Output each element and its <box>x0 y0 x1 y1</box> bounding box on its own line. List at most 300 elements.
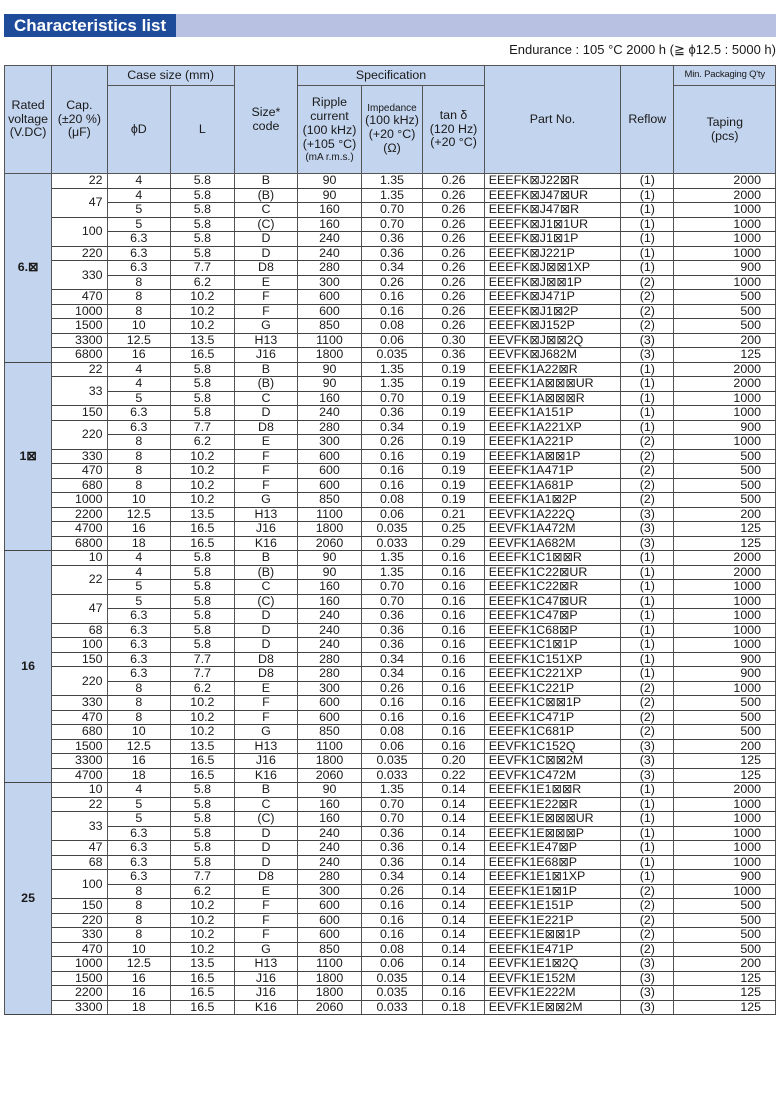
taping-cell: 2000 <box>674 377 776 392</box>
size-code-cell: C <box>234 203 298 218</box>
ripple-current-cell: 90 <box>298 174 362 189</box>
part-number-cell: EEEFK⊠J22⊠R <box>484 174 620 189</box>
capacitance-cell: 3300 <box>52 754 107 769</box>
diameter-cell: 6.3 <box>107 406 171 421</box>
taping-cell: 125 <box>674 536 776 551</box>
impedance-cell: 0.06 <box>361 739 423 754</box>
reflow-cell: (3) <box>621 507 674 522</box>
capacitance-cell: 470 <box>52 290 107 305</box>
capacitance-cell: 2200 <box>52 507 107 522</box>
taping-cell: 1000 <box>674 609 776 624</box>
ripple-current-cell: 280 <box>298 667 362 682</box>
diameter-cell: 5 <box>107 797 171 812</box>
impedance-cell: 0.16 <box>361 899 423 914</box>
impedance-cell: 0.34 <box>361 870 423 885</box>
diameter-cell: 6.3 <box>107 841 171 856</box>
ripple-current-cell: 850 <box>298 725 362 740</box>
part-no-header: Part No. <box>484 66 620 174</box>
length-cell: 10.2 <box>171 464 235 479</box>
table-row <box>5 478 776 493</box>
table-row <box>5 594 776 609</box>
diameter-cell: 5 <box>107 812 171 827</box>
ripple-current-cell: 160 <box>298 594 362 609</box>
length-cell: 5.8 <box>171 783 235 798</box>
part-number-cell: EEEFK⊠J471P <box>484 290 620 305</box>
table-row <box>5 870 776 885</box>
tan-delta-cell: 0.14 <box>423 812 485 827</box>
diameter-cell: 6.3 <box>107 609 171 624</box>
taping-cell: 200 <box>674 333 776 348</box>
tan-delta-cell: 0.26 <box>423 290 485 305</box>
taping-cell: 125 <box>674 1000 776 1015</box>
ripple-current-cell: 160 <box>298 797 362 812</box>
reflow-cell: (1) <box>621 667 674 682</box>
length-cell: 13.5 <box>171 507 235 522</box>
length-cell: 5.8 <box>171 594 235 609</box>
capacitance-cell: 68 <box>52 855 107 870</box>
impedance-cell: 1.35 <box>361 783 423 798</box>
ripple-current-cell: 600 <box>298 696 362 711</box>
tan-delta-cell: 0.14 <box>423 913 485 928</box>
part-number-cell: EEEFK1A⊠⊠⊠R <box>484 391 620 406</box>
reflow-cell: (3) <box>621 522 674 537</box>
part-number-cell: EEEFK⊠J1⊠2P <box>484 304 620 319</box>
tan-delta-cell: 0.14 <box>423 899 485 914</box>
ripple-current-cell: 280 <box>298 652 362 667</box>
part-number-cell: EEVFK1C⊠⊠2M <box>484 754 620 769</box>
diameter-cell: 12.5 <box>107 333 171 348</box>
reflow-cell: (2) <box>621 435 674 450</box>
table-row <box>5 174 776 189</box>
length-cell: 5.8 <box>171 377 235 392</box>
taping-cell: 1000 <box>674 391 776 406</box>
table-row <box>5 739 776 754</box>
ripple-current-cell: 1800 <box>298 986 362 1001</box>
reflow-cell: (1) <box>621 826 674 841</box>
part-number-cell: EEVFK1C152Q <box>484 739 620 754</box>
ripple-current-cell: 160 <box>298 580 362 595</box>
ripple-current-cell: 300 <box>298 681 362 696</box>
capacitance-cell: 100 <box>52 638 107 653</box>
size-code-cell: D8 <box>234 652 298 667</box>
min-packaging-header: Min. Packaging Q'ty <box>674 66 776 86</box>
size-code-cell: F <box>234 696 298 711</box>
diameter-cell: 4 <box>107 565 171 580</box>
impedance-cell: 0.26 <box>361 681 423 696</box>
length-cell: 13.5 <box>171 957 235 972</box>
length-cell: 10.2 <box>171 913 235 928</box>
taping-cell: 2000 <box>674 174 776 189</box>
ripple-current-cell: 90 <box>298 565 362 580</box>
capacitance-header: Cap. (±20 %) (μF) <box>52 66 107 174</box>
size-code-cell: D <box>234 246 298 261</box>
diameter-cell: 16 <box>107 986 171 1001</box>
length-cell: 16.5 <box>171 971 235 986</box>
diameter-cell: 8 <box>107 696 171 711</box>
diameter-cell: 18 <box>107 1000 171 1015</box>
part-number-cell: EEEFK1A681P <box>484 478 620 493</box>
table-row <box>5 913 776 928</box>
taping-cell: 900 <box>674 420 776 435</box>
size-code-cell: H13 <box>234 507 298 522</box>
ripple-current-cell: 600 <box>298 290 362 305</box>
part-number-cell: EEEFK1E⊠⊠⊠UR <box>484 812 620 827</box>
part-number-cell: EEEFK1A1⊠2P <box>484 493 620 508</box>
capacitance-cell: 1500 <box>52 739 107 754</box>
capacitance-cell: 470 <box>52 710 107 725</box>
taping-cell: 200 <box>674 507 776 522</box>
impedance-cell: 0.06 <box>361 957 423 972</box>
reflow-cell: (1) <box>621 420 674 435</box>
table-row <box>5 551 776 566</box>
part-number-cell: EEEFK1E151P <box>484 899 620 914</box>
impedance-cell: 0.36 <box>361 406 423 421</box>
tan-delta-cell: 0.20 <box>423 754 485 769</box>
diameter-cell: 8 <box>107 681 171 696</box>
table-row <box>5 855 776 870</box>
table-row <box>5 464 776 479</box>
taping-cell: 1000 <box>674 812 776 827</box>
length-cell: 5.8 <box>171 551 235 566</box>
diameter-cell: 12.5 <box>107 739 171 754</box>
impedance-cell: 0.16 <box>361 478 423 493</box>
phi-d-header: ϕD <box>107 86 171 174</box>
diameter-cell: 6.3 <box>107 623 171 638</box>
reflow-cell: (1) <box>621 580 674 595</box>
capacitance-cell: 10 <box>52 551 107 566</box>
capacitance-cell: 1500 <box>52 319 107 334</box>
impedance-cell: 0.34 <box>361 420 423 435</box>
table-row <box>5 710 776 725</box>
tan-delta-cell: 0.16 <box>423 623 485 638</box>
reflow-cell: (2) <box>621 290 674 305</box>
part-number-cell: EEEFK1C1⊠⊠R <box>484 551 620 566</box>
part-number-cell: EEEFK1E22⊠R <box>484 797 620 812</box>
size-code-cell: C <box>234 580 298 595</box>
taping-cell: 125 <box>674 971 776 986</box>
size-code-cell: E <box>234 681 298 696</box>
capacitance-cell: 22 <box>52 565 107 594</box>
part-number-cell: EEEFK⊠J152P <box>484 319 620 334</box>
impedance-cell: 0.033 <box>361 536 423 551</box>
capacitance-cell: 150 <box>52 652 107 667</box>
length-cell: 5.8 <box>171 826 235 841</box>
tan-delta-cell: 0.16 <box>423 986 485 1001</box>
tan-delta-cell: 0.14 <box>423 855 485 870</box>
diameter-cell: 4 <box>107 174 171 189</box>
part-number-cell: EEVFK1E222M <box>484 986 620 1001</box>
taping-cell: 1000 <box>674 232 776 247</box>
ripple-current-cell: 850 <box>298 319 362 334</box>
ripple-current-cell: 90 <box>298 362 362 377</box>
reflow-cell: (3) <box>621 333 674 348</box>
reflow-cell: (2) <box>621 884 674 899</box>
size-code-cell: G <box>234 725 298 740</box>
capacitance-cell: 330 <box>52 928 107 943</box>
reflow-cell: (1) <box>621 232 674 247</box>
impedance-cell: 0.16 <box>361 464 423 479</box>
size-code-cell: D <box>234 406 298 421</box>
taping-cell: 1000 <box>674 623 776 638</box>
ripple-current-cell: 1800 <box>298 754 362 769</box>
table-row <box>5 812 776 827</box>
reflow-cell: (3) <box>621 971 674 986</box>
length-cell: 5.8 <box>171 232 235 247</box>
impedance-cell: 0.033 <box>361 768 423 783</box>
table-row <box>5 609 776 624</box>
table-row <box>5 391 776 406</box>
ripple-current-cell: 2060 <box>298 768 362 783</box>
taping-cell: 900 <box>674 261 776 276</box>
case-size-header: Case size (mm) <box>107 66 234 86</box>
table-row <box>5 435 776 450</box>
table-row <box>5 725 776 740</box>
ripple-current-cell: 240 <box>298 232 362 247</box>
reflow-cell: (2) <box>621 464 674 479</box>
part-number-cell: EEVFK1C472M <box>484 768 620 783</box>
size-code-cell: (B) <box>234 188 298 203</box>
rated-voltage-cell: 16 <box>5 551 52 783</box>
length-cell: 5.8 <box>171 855 235 870</box>
capacitance-cell: 22 <box>52 362 107 377</box>
impedance-cell: 1.35 <box>361 565 423 580</box>
size-code-cell: D <box>234 623 298 638</box>
rated-voltage-cell: 1⊠ <box>5 362 52 551</box>
impedance-cell: 0.033 <box>361 1000 423 1015</box>
taping-cell: 900 <box>674 667 776 682</box>
size-code-cell: D <box>234 841 298 856</box>
table-row <box>5 275 776 290</box>
length-cell: 5.8 <box>171 406 235 421</box>
taping-cell: 500 <box>674 710 776 725</box>
diameter-cell: 8 <box>107 435 171 450</box>
length-cell: 10.2 <box>171 478 235 493</box>
ripple-current-cell: 300 <box>298 884 362 899</box>
ripple-current-cell: 240 <box>298 638 362 653</box>
table-row <box>5 333 776 348</box>
taping-cell: 125 <box>674 522 776 537</box>
ripple-current-cell: 600 <box>298 449 362 464</box>
tan-delta-cell: 0.26 <box>423 217 485 232</box>
impedance-cell: 1.35 <box>361 174 423 189</box>
table-row <box>5 217 776 232</box>
ripple-current-cell: 850 <box>298 942 362 957</box>
ripple-current-cell: 1100 <box>298 507 362 522</box>
reflow-cell: (2) <box>621 478 674 493</box>
taping-cell: 500 <box>674 478 776 493</box>
taping-cell: 1000 <box>674 275 776 290</box>
tan-delta-cell: 0.19 <box>423 420 485 435</box>
impedance-cell: 0.34 <box>361 261 423 276</box>
diameter-cell: 16 <box>107 348 171 363</box>
table-row <box>5 188 776 203</box>
ripple-current-cell: 1800 <box>298 971 362 986</box>
table-row <box>5 203 776 218</box>
tan-delta-cell: 0.26 <box>423 188 485 203</box>
tan-delta-cell: 0.16 <box>423 667 485 682</box>
length-cell: 16.5 <box>171 522 235 537</box>
length-cell: 10.2 <box>171 710 235 725</box>
capacitance-cell: 220 <box>52 246 107 261</box>
ripple-current-cell: 2060 <box>298 536 362 551</box>
size-code-cell: F <box>234 913 298 928</box>
taping-cell: 125 <box>674 986 776 1001</box>
size-code-cell: B <box>234 362 298 377</box>
reflow-cell: (3) <box>621 768 674 783</box>
impedance-cell: 0.36 <box>361 623 423 638</box>
diameter-cell: 12.5 <box>107 957 171 972</box>
taping-cell: 1000 <box>674 217 776 232</box>
ripple-current-cell: 600 <box>298 304 362 319</box>
impedance-cell: 0.16 <box>361 913 423 928</box>
reflow-cell: (1) <box>621 203 674 218</box>
ripple-current-cell: 240 <box>298 826 362 841</box>
length-cell: 7.7 <box>171 667 235 682</box>
diameter-cell: 6.3 <box>107 420 171 435</box>
tan-delta-cell: 0.16 <box>423 638 485 653</box>
length-cell: 13.5 <box>171 333 235 348</box>
length-cell: 5.8 <box>171 841 235 856</box>
part-number-cell: EEEFK1E1⊠1P <box>484 884 620 899</box>
length-cell: 10.2 <box>171 696 235 711</box>
size-code-cell: J16 <box>234 971 298 986</box>
reflow-cell: (3) <box>621 348 674 363</box>
tan-delta-cell: 0.16 <box>423 725 485 740</box>
size-code-cell: E <box>234 275 298 290</box>
tan-delta-cell: 0.30 <box>423 333 485 348</box>
table-row <box>5 406 776 421</box>
diameter-cell: 4 <box>107 377 171 392</box>
capacitance-cell: 6800 <box>52 536 107 551</box>
diameter-cell: 8 <box>107 928 171 943</box>
length-cell: 10.2 <box>171 899 235 914</box>
reflow-cell: (1) <box>621 623 674 638</box>
capacitance-cell: 4700 <box>52 768 107 783</box>
impedance-cell: 0.36 <box>361 826 423 841</box>
table-row <box>5 232 776 247</box>
length-cell: 5.8 <box>171 609 235 624</box>
size-code-cell: (B) <box>234 565 298 580</box>
taping-cell: 1000 <box>674 406 776 421</box>
size-code-cell: D <box>234 826 298 841</box>
length-cell: 5.8 <box>171 362 235 377</box>
impedance-cell: 0.16 <box>361 304 423 319</box>
tan-delta-cell: 0.16 <box>423 681 485 696</box>
diameter-cell: 6.3 <box>107 246 171 261</box>
tan-delta-cell: 0.16 <box>423 696 485 711</box>
impedance-cell: 0.34 <box>361 652 423 667</box>
diameter-cell: 10 <box>107 725 171 740</box>
table-row <box>5 507 776 522</box>
impedance-cell: 0.36 <box>361 232 423 247</box>
reflow-cell: (1) <box>621 551 674 566</box>
capacitance-cell: 47 <box>52 594 107 623</box>
ripple-current-cell: 1100 <box>298 957 362 972</box>
table-row <box>5 449 776 464</box>
taping-cell: 2000 <box>674 565 776 580</box>
reflow-cell: (1) <box>621 377 674 392</box>
tan-delta-cell: 0.14 <box>423 783 485 798</box>
size-code-cell: (C) <box>234 217 298 232</box>
taping-cell: 1000 <box>674 855 776 870</box>
reflow-cell: (1) <box>621 797 674 812</box>
table-row <box>5 493 776 508</box>
taping-cell: 500 <box>674 899 776 914</box>
capacitance-cell: 100 <box>52 870 107 899</box>
table-row <box>5 681 776 696</box>
capacitance-cell: 680 <box>52 478 107 493</box>
length-cell: 5.8 <box>171 203 235 218</box>
reflow-cell: (2) <box>621 913 674 928</box>
table-row <box>5 565 776 580</box>
length-cell: 5.8 <box>171 623 235 638</box>
diameter-cell: 10 <box>107 942 171 957</box>
capacitance-cell: 470 <box>52 464 107 479</box>
taping-header: Taping (pcs) <box>674 86 776 174</box>
length-cell: 10.2 <box>171 928 235 943</box>
size-code-cell: (B) <box>234 377 298 392</box>
part-number-cell: EEEFK1A471P <box>484 464 620 479</box>
taping-cell: 500 <box>674 942 776 957</box>
diameter-cell: 8 <box>107 899 171 914</box>
length-cell: 7.7 <box>171 870 235 885</box>
tan-delta-header: tan δ (120 Hz) (+20 °C) <box>423 86 485 174</box>
size-code-cell: C <box>234 797 298 812</box>
length-cell: 5.8 <box>171 217 235 232</box>
size-code-cell: E <box>234 435 298 450</box>
part-number-cell: EEVFK⊠J⊠⊠2Q <box>484 333 620 348</box>
tan-delta-cell: 0.14 <box>423 957 485 972</box>
ripple-current-cell: 160 <box>298 217 362 232</box>
size-code-cell: B <box>234 174 298 189</box>
length-cell: 6.2 <box>171 275 235 290</box>
table-row <box>5 246 776 261</box>
taping-cell: 1000 <box>674 826 776 841</box>
tan-delta-cell: 0.16 <box>423 739 485 754</box>
reflow-cell: (2) <box>621 725 674 740</box>
capacitance-cell: 47 <box>52 188 107 217</box>
reflow-cell: (1) <box>621 174 674 189</box>
reflow-cell: (2) <box>621 899 674 914</box>
ripple-current-cell: 1800 <box>298 522 362 537</box>
impedance-cell: 0.035 <box>361 348 423 363</box>
tan-delta-cell: 0.19 <box>423 478 485 493</box>
ripple-current-cell: 90 <box>298 377 362 392</box>
impedance-cell: 0.70 <box>361 203 423 218</box>
table-row <box>5 884 776 899</box>
tan-delta-cell: 0.14 <box>423 942 485 957</box>
part-number-cell: EEEFK⊠J47⊠R <box>484 203 620 218</box>
ripple-current-cell: 280 <box>298 420 362 435</box>
ripple-current-cell: 2060 <box>298 1000 362 1015</box>
impedance-cell: 0.70 <box>361 812 423 827</box>
taping-cell: 2000 <box>674 188 776 203</box>
diameter-cell: 6.3 <box>107 638 171 653</box>
table-body <box>5 174 776 1015</box>
size-code-cell: H13 <box>234 957 298 972</box>
tan-delta-cell: 0.19 <box>423 493 485 508</box>
length-cell: 7.7 <box>171 652 235 667</box>
tan-delta-cell: 0.19 <box>423 362 485 377</box>
size-code-cell: D <box>234 232 298 247</box>
endurance-note: Endurance : 105 °C 2000 h (≧ ϕ12.5 : 5000 h) <box>509 42 776 57</box>
length-cell: 5.8 <box>171 638 235 653</box>
diameter-cell: 10 <box>107 493 171 508</box>
taping-cell: 1000 <box>674 435 776 450</box>
taping-cell: 1000 <box>674 681 776 696</box>
part-number-cell: EEEFK1C221P <box>484 681 620 696</box>
ripple-current-cell: 600 <box>298 464 362 479</box>
